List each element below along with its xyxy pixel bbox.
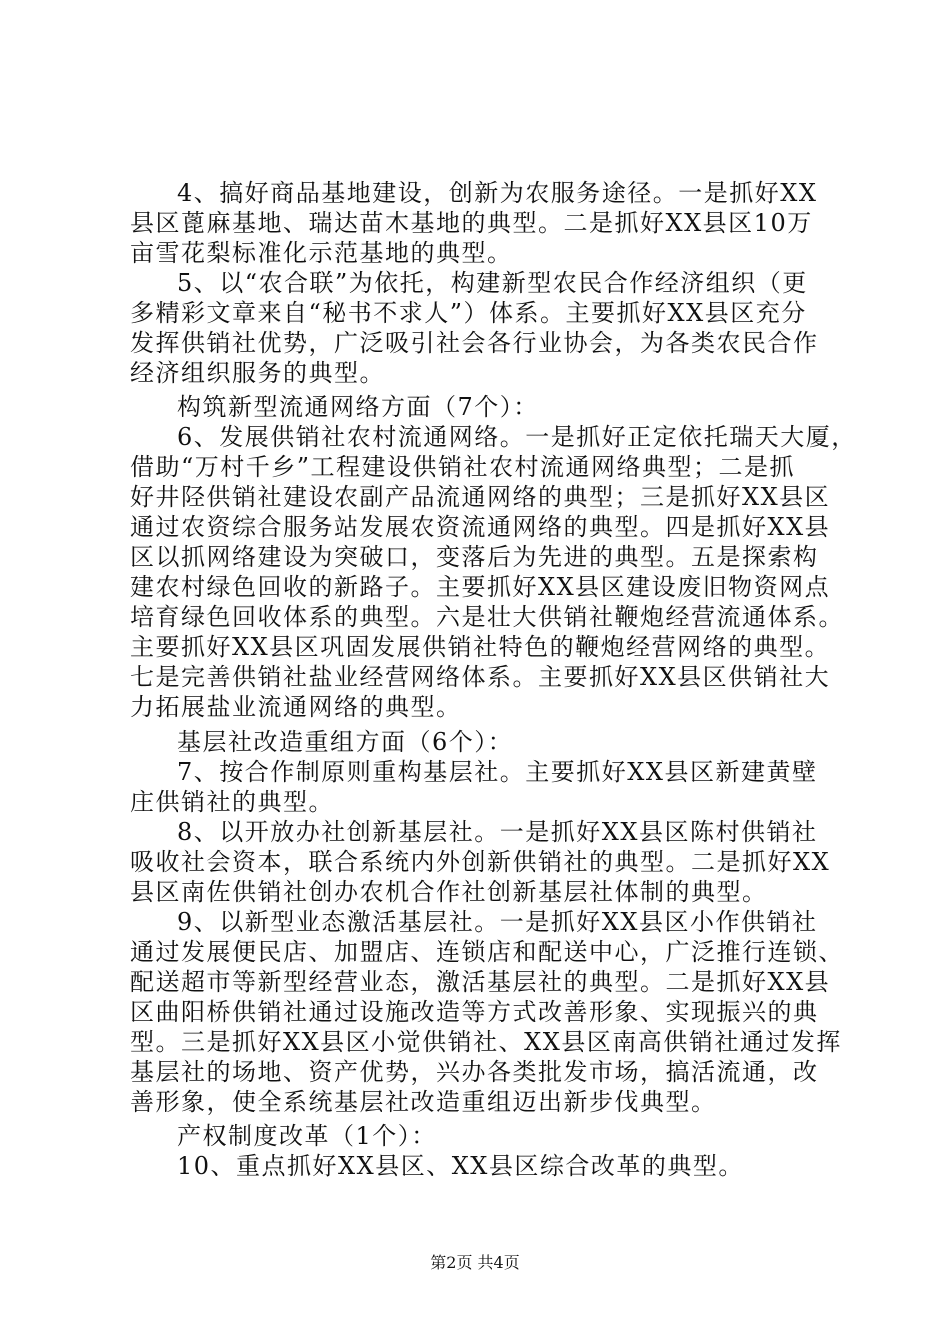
text-line: 区以抓网络建设为突破口，变落后为先进的典型。五是探索构 (130, 543, 819, 571)
text-line: 经济组织服务的典型。 (130, 359, 385, 387)
text-line: 基层社的场地、资产优势，兴办各类批发市场，搞活流通，改 (130, 1058, 819, 1086)
text-line: 主要抓好XX县区巩固发展供销社特色的鞭炮经营网络的典型。 (130, 633, 831, 661)
text-line: 借助“万村千乡”工程建设供销社农村流通网络典型；二是抓 (130, 453, 796, 481)
text-line: 好井陉供销社建设农副产品流通网络的典型；三是抓好XX县区 (130, 483, 831, 511)
text-line: 县区蓖麻基地、瑞达苗木基地的典型。二是抓好XX县区10万 (130, 209, 813, 237)
text-line: 发挥供销社优势，广泛吸引社会各行业协会，为各类农民合作 (130, 329, 819, 357)
text-line: 构筑新型流通网络方面（7个）： (177, 393, 539, 421)
text-line: 县区南佐供销社创办农机合作社创新基层社体制的典型。 (130, 878, 768, 906)
text-line: 产权制度改革（1个）： (177, 1122, 437, 1150)
text-line: 5、以“农合联”为依托，构建新型农民合作经济组织（更 (177, 269, 808, 297)
text-line: 建农村绿色回收的新路子。主要抓好XX县区建设废旧物资网点 (130, 573, 831, 601)
text-line: 配送超市等新型经营业态，激活基层社的典型。二是抓好XX县 (130, 968, 831, 996)
text-line: 型。三是抓好XX县区小觉供销社、XX县区南高供销社通过发挥 (130, 1028, 842, 1056)
text-line: 亩雪花梨标准化示范基地的典型。 (130, 239, 513, 267)
text-line: 7、按合作制原则重构基层社。主要抓好XX县区新建黄壁 (177, 758, 818, 786)
text-line: 4、搞好商品基地建设，创新为农服务途径。一是抓好XX (177, 179, 818, 207)
text-line: 基层社改造重组方面（6个）： (177, 728, 514, 756)
text-line: 8、以开放办社创新基层社。一是抓好XX县区陈村供销社 (177, 818, 818, 846)
text-line: 通过发展便民店、加盟店、连锁店和配送中心，广泛推行连锁、 (130, 938, 844, 966)
text-line: 9、以新型业态激活基层社。一是抓好XX县区小作供销社 (177, 908, 818, 936)
text-line: 善形象，使全系统基层社改造重组迈出新步伐典型。 (130, 1088, 717, 1116)
text-line: 6、发展供销社农村流通网络。一是抓好正定依托瑞天大厦， (177, 423, 857, 451)
text-line: 庄供销社的典型。 (130, 788, 334, 816)
text-line: 通过农资综合服务站发展农资流通网络的典型。四是抓好XX县 (130, 513, 831, 541)
text-line: 区曲阳桥供销社通过设施改造等方式改善形象、实现振兴的典 (130, 998, 819, 1026)
text-line: 七是完善供销社盐业经营网络体系。主要抓好XX县区供销社大 (130, 663, 831, 691)
text-line: 吸收社会资本，联合系统内外创新供销社的典型。二是抓好XX (130, 848, 831, 876)
page-footer: 第2页 共4页 (430, 1253, 520, 1272)
text-line: 10、重点抓好XX县区、XX县区综合改革的典型。 (177, 1152, 744, 1180)
text-line: 培育绿色回收体系的典型。六是壮大供销社鞭炮经营流通体系。 (130, 603, 844, 631)
text-line: 力拓展盐业流通网络的典型。 (130, 693, 462, 721)
text-line: 多精彩文章来自“秘书不求人”）体系。主要抓好XX县区充分 (130, 299, 807, 327)
